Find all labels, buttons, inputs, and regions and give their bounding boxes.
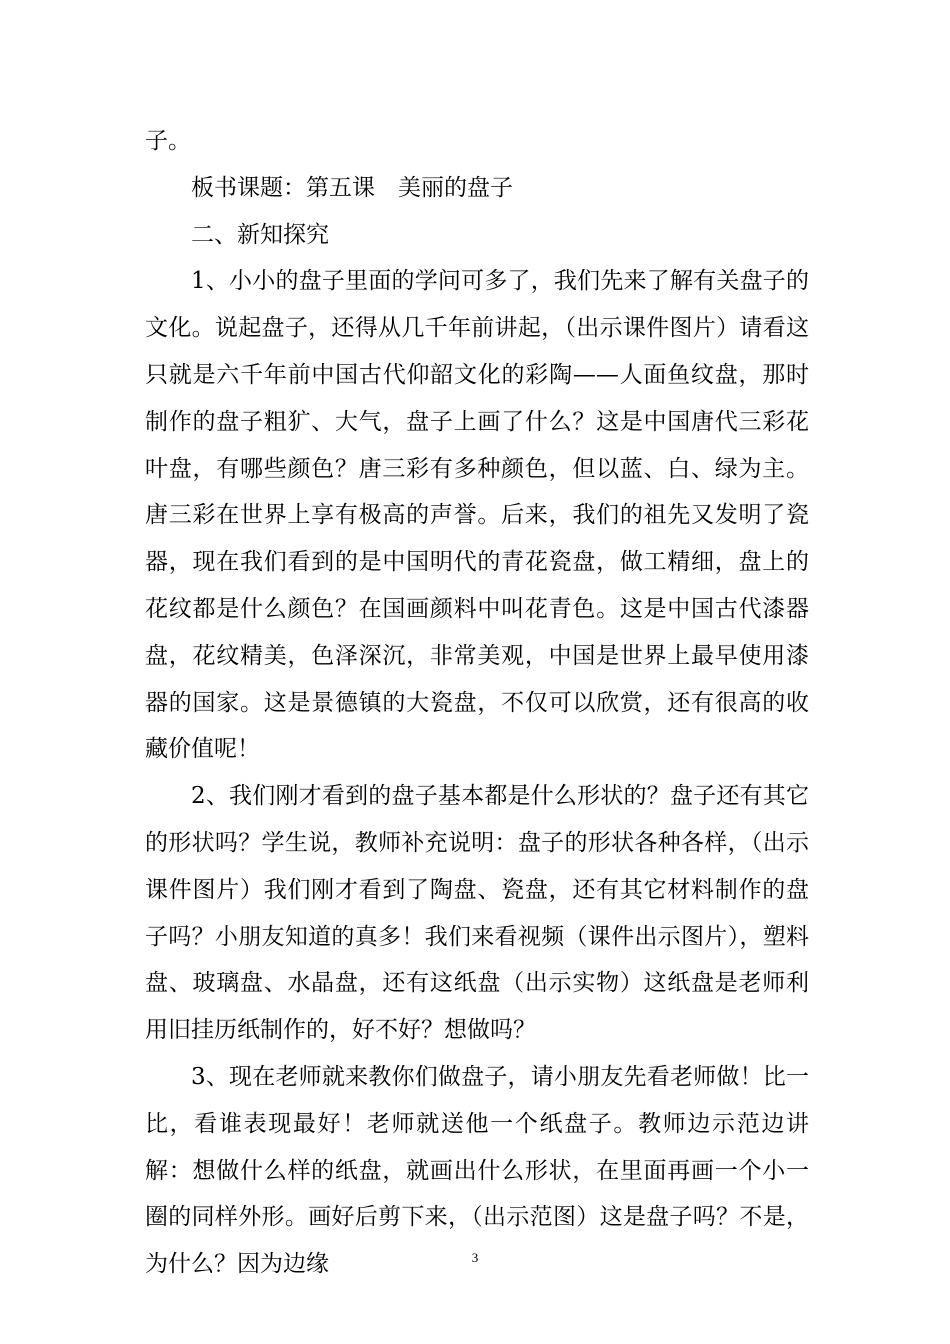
paragraph-item-1: 1、小小的盘子里面的学问可多了，我们先来了解有关盘子的文化。说起盘子，还得从几千年前讲起，（出示课件图片）请看这只就是六千年前中国古代仰韶文化的彩陶——人面鱼纹盘，那时制作的盘子粗犷、大气，盘子上画了什么？这是中国唐代三彩花叶盘，有哪些颜色？唐三彩有多种颜色，但以蓝、白、绿为主。唐三彩在世界上享有极高的声誉。后来，我们的祖先又发明了瓷器，现在我们看到的是中国明代的青花瓷盘，做工精细，盘上的花纹都是什么颜色？在国画颜料中叫花青色。这是中国古代漆器盘，花纹精美，色泽深沉，非常美观，中国是世界上最早使用漆器的国家。这是景德镇的大瓷盘，不仅可以欣赏，还有很高的收藏价值呢！ (145, 268, 809, 763)
paragraph-lesson-title: 板书课题：第五课 美丽的盘子 (191, 174, 513, 201)
paragraph-continuation: 子。 (145, 128, 191, 154)
page-number: 3 (471, 1250, 479, 1265)
paragraph-item-2: 2、我们刚才看到的盘子基本都是什么形状的？盘子还有其它的形状吗？学生说，教师补充说明：盘子的形状各种各样，（出示课件图片）我们刚才看到了陶盘、瓷盘，还有其它材料制作的盘子吗？小朋友知道的真多！我们来看视频（课件出示图片），塑料盘、玻璃盘、水晶盘，还有这纸盘（出示实物）这纸盘是老师利用旧挂历纸制作的，好不好？想做吗？ (145, 783, 809, 1044)
paragraph-item-3: 3、现在老师就来教你们做盘子，请小朋友先看老师做！比一比，看谁表现最好！老师就送他一个纸盘子。教师边示范边讲解：想做什么样的纸盘，就画出什么形状，在里面再画一个小一圈的同样外形。画好后剪下来，（出示范图）这是盘子吗？不是，为什么？因为边缘 (145, 1063, 809, 1278)
body-text (145, 118, 809, 1288)
paragraph-section-heading: 二、新知探究 (191, 221, 329, 248)
